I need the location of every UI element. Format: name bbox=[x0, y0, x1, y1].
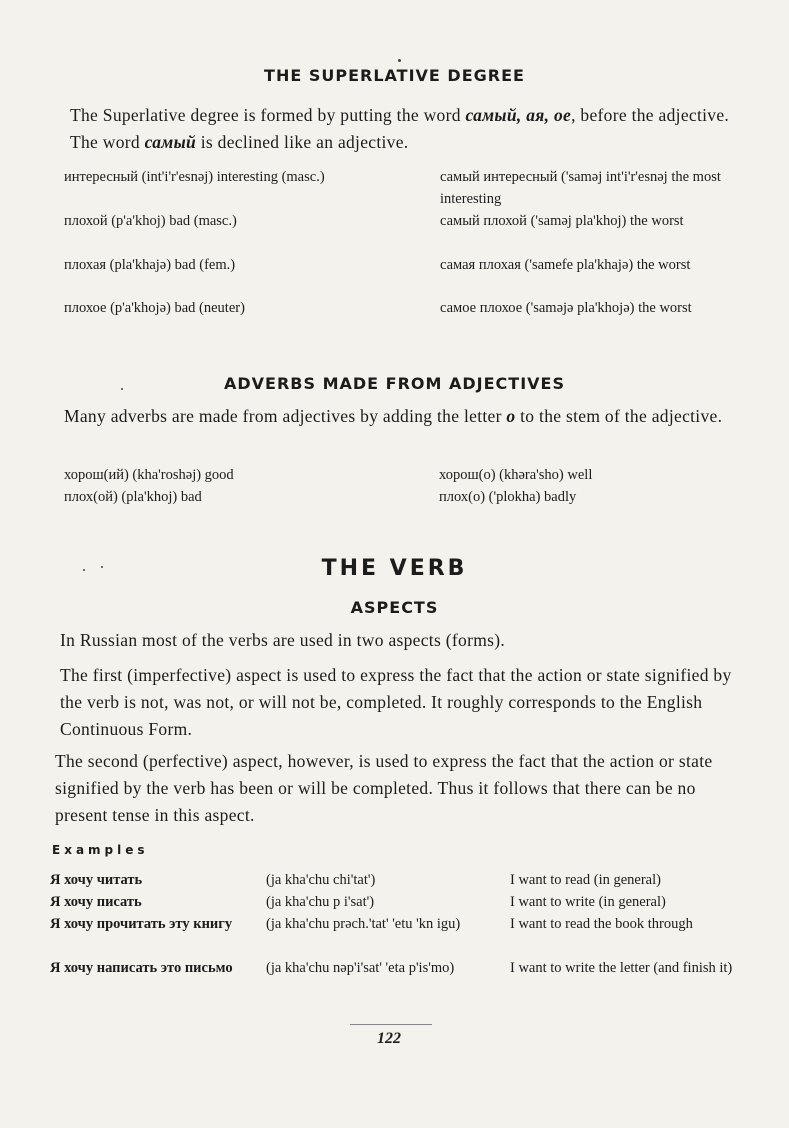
superlative-row-right: самый плохой ('saməj pla'khoj) the worst bbox=[440, 213, 684, 229]
verb-heading: THE VERB bbox=[321, 556, 468, 581]
intro-text: is declined like an adjective. bbox=[196, 132, 409, 152]
intro-text: The Superlative degree is formed by putting the word bbox=[70, 105, 466, 125]
intro-text: , before the adjective. The word bbox=[70, 105, 730, 152]
example-transcription: (ja kha'chu chi'tat') bbox=[266, 872, 376, 888]
print-speck bbox=[398, 59, 401, 62]
superlative-row-right: самое плохое ('saməjə pla'khojə) the worst bbox=[440, 300, 692, 316]
adverbs-row-left: хорош(ий) (kha'roshəj) good bbox=[64, 467, 234, 483]
superlative-row-right: самая плохая ('samefe pla'khajə) the worst bbox=[440, 257, 691, 273]
adverbs-row-right: хорош(о) (khəra'sho) well bbox=[439, 467, 593, 483]
intro-keyword: самый bbox=[144, 132, 197, 152]
example-russian: Я хочу написать это письмо bbox=[50, 960, 233, 976]
superlative-row-left: плохое (p'a'khojə) bad (neuter) bbox=[64, 300, 245, 316]
adverbs-intro bbox=[64, 403, 744, 430]
examples-label: Examples bbox=[52, 843, 149, 857]
superlative-row-left: интересный (int'i'r'esnəj) interesting (masc.) bbox=[64, 169, 325, 185]
verb-paragraph: The second (perfective) aspect, however, is used to express the fact that the action or state signified by the verb has been or will be completed. Thus it follows that there can be no present tense in this aspect. bbox=[55, 751, 713, 825]
adverbs-row-left: плох(ой) (pla'khoj) bad bbox=[64, 489, 202, 505]
example-transcription: (ja kha'chu nəp'i'sat' 'eta p'is'mo) bbox=[266, 960, 455, 976]
verb-paragraph: The first (imperfective) aspect is used to express the fact that the action or state signified by the verb is not, was not, or will not be, completed. It roughly corresponds to the English Continuous Form. bbox=[60, 665, 732, 739]
verb-paragraph: In Russian most of the verbs are used in two aspects (forms). bbox=[60, 630, 506, 650]
intro-keyword: самый, ая, ое bbox=[465, 105, 572, 125]
example-russian: Я хочу читать bbox=[50, 872, 143, 888]
example-russian: Я хочу писать bbox=[50, 894, 142, 910]
example-english: I want to read (in general) bbox=[510, 872, 661, 888]
superlative-row-left: плохая (pla'khajə) bad (fem.) bbox=[64, 257, 236, 273]
example-english: I want to read the book through bbox=[510, 916, 693, 932]
superlative-heading: THE SUPERLATIVE DEGREE bbox=[264, 66, 525, 85]
intro-text: Many adverbs are made from adjectives by adding the letter bbox=[64, 406, 507, 426]
example-transcription: (ja kha'chu p i'sat') bbox=[266, 894, 375, 910]
intro-keyword: o bbox=[506, 406, 516, 426]
intro-text: to the stem of the adjective. bbox=[515, 406, 723, 426]
adverbs-row-right: плох(о) ('plokha) badly bbox=[439, 489, 577, 505]
example-english: I want to write (in general) bbox=[510, 894, 666, 910]
page-number: 122 bbox=[377, 1030, 401, 1047]
superlative-row-right: самый интересный ('saməj int'i'r'esnəj the most interesting bbox=[440, 169, 721, 207]
adverbs-heading: ADVERBS MADE FROM ADJECTIVES bbox=[223, 374, 565, 393]
example-english: I want to write the letter (and finish it) bbox=[510, 960, 733, 976]
superlative-intro bbox=[70, 102, 746, 156]
superlative-row-left: плохой (p'a'khoj) bad (masc.) bbox=[64, 213, 237, 229]
page-number-rule bbox=[350, 1024, 432, 1025]
aspects-subheading: ASPECTS bbox=[350, 598, 439, 617]
example-russian: Я хочу прочитать эту книгу bbox=[50, 916, 233, 932]
example-transcription: (ja kha'chu prəch.'tat' 'etu 'kn igu) bbox=[266, 916, 461, 932]
